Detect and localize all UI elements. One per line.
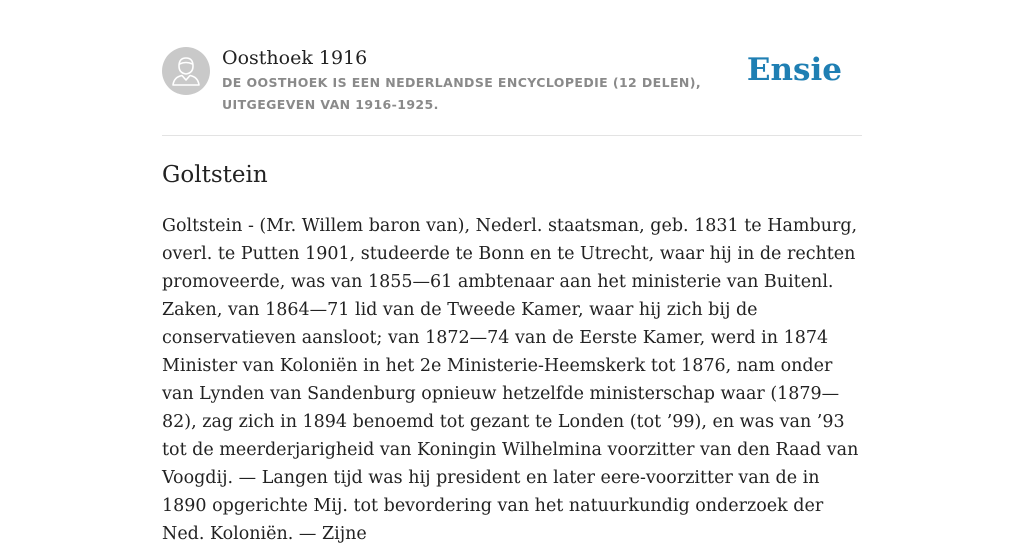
header-divider (162, 135, 862, 136)
source-title[interactable]: Oosthoek 1916 (222, 47, 368, 69)
user-icon (162, 47, 210, 95)
entry-title: Goltstein (162, 162, 268, 188)
source-avatar[interactable] (162, 47, 210, 95)
entry-body: Goltstein - (Mr. Willem baron van), Nederl. staatsman, geb. 1831 te Hamburg, overl. te Putten 1901, studeerde te Bonn en te Utrecht, waar hij in de rechten promoveerde, was van 1855—61 ambtenaar aan het ministerie van Buitenl. Zaken, van 1864—71 lid van de Tweede Kamer, waar hij zich bij de conservatieven aansloot; van 1872—74 van de Eerste Kamer, werd in 1874 Minister van Koloniën in het 2e Ministerie-Heemskerk tot 1876, nam onder van Lynden van Sandenburg opnieuw hetzelfde ministerschap waar (1879—82), zag zich in 1894 benoemd tot gezant te Londen (tot ’99), en was van ’93 tot de meerderjarigheid van Koningin Wilhelmina voorzitter van den Raad van Voogdij. — Langen tijd was hij president en later eere-voorzitter van de in 1890 opgerichte Mij. tot bevordering van het natuurkundig onderzoek der Ned. Koloniën. — Zijne (162, 216, 859, 544)
source-header (162, 46, 862, 136)
source-description: DE OOSTHOEK IS EEN NEDERLANDSE ENCYCLOPEDIE (12 DELEN), UITGEGEVEN VAN 1916-1925. (222, 75, 702, 112)
ensie-logo-link[interactable]: Ensie (746, 52, 842, 88)
